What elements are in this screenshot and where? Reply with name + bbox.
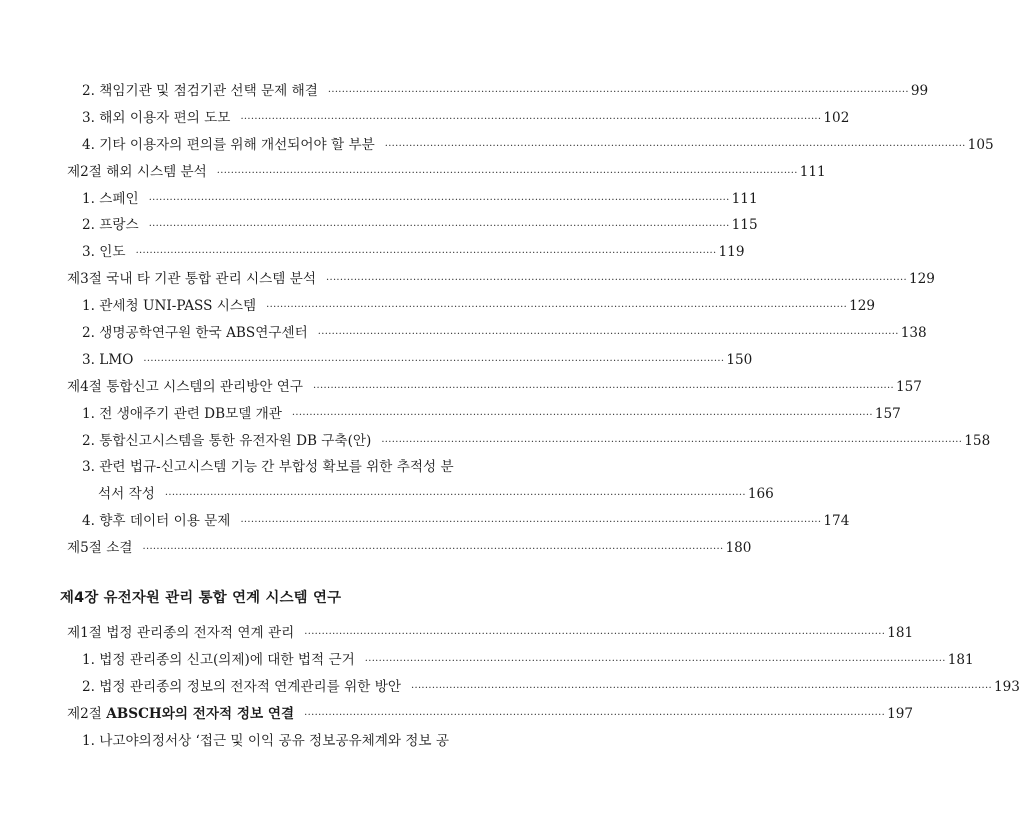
toc-page-number: 105: [967, 136, 994, 153]
toc-page-number: 150: [726, 351, 753, 368]
toc-entry-title: 1. 관세청 UNI-PASS 시스템: [82, 298, 257, 315]
leader-dots: ·······································································································································································: [135, 248, 717, 260]
toc-entry-title: 석서 작성: [98, 486, 155, 503]
leader-dots: ·······································································································································································: [410, 682, 992, 694]
toc-entry[interactable]: [0, 647, 974, 674]
toc-page-number: 129: [849, 298, 876, 315]
toc-page-number: 197: [887, 705, 914, 722]
leader-dots: ·······································································································································································: [148, 194, 730, 206]
toc-entry[interactable]: [0, 508, 850, 535]
toc-entry[interactable]: [0, 132, 994, 159]
toc-entry-title: 2. 프랑스: [82, 217, 139, 234]
toc-section-title: [67, 701, 294, 728]
toc-entry-continuation[interactable]: [0, 481, 774, 508]
toc-entry-title: 4. 기타 이용자의 편의를 위해 개선되어야 할 부분: [82, 136, 375, 153]
toc-page-number: 181: [887, 625, 914, 642]
section-prefix: 제2절: [67, 705, 102, 722]
toc-entry-title: 3. 인도: [82, 244, 126, 261]
toc-entry-title: 4. 향후 데이터 이용 문제: [82, 513, 231, 530]
leader-dots: ·······································································································································································: [266, 302, 848, 314]
leader-dots: ·······································································································································································: [381, 436, 963, 448]
toc-section-title: 제1절 법정 관리종의 전자적 연계 관리: [67, 625, 295, 642]
toc-page-number: 115: [731, 217, 758, 234]
toc-entry-title: 1. 법정 관리종의 신고(의제)에 대한 법적 근거: [82, 651, 355, 668]
toc-page-number: 111: [731, 190, 758, 207]
toc-entry-title: 3. 관련 법규-신고시스템 기능 간 부합성 확보를 위한 추적성 분: [82, 459, 454, 476]
leader-dots: ·······································································································································································: [313, 382, 894, 394]
leader-dots: ·······································································································································································: [364, 655, 946, 667]
toc-page-number: 138: [900, 325, 927, 342]
toc-section-entry[interactable]: [0, 535, 752, 562]
leader-dots: ·······································································································································································: [384, 140, 966, 152]
toc-entry-title: 2. 생명공학연구원 한국 ABS연구센터: [82, 325, 308, 342]
toc-entry-title: 1. 나고야의정서상 ‘접근 및 이익 공유 정보공유체계와 정보 공: [82, 732, 450, 749]
chapter-title: 제4장 유전자원 관리 통합 연계 시스템 연구: [60, 590, 342, 607]
leader-dots: ·······································································································································································: [142, 544, 724, 556]
toc-entry-title: 3. 해외 이용자 편의 도모: [82, 109, 231, 126]
toc-entry-title: 2. 법정 관리종의 정보의 전자적 연계관리를 위한 방안: [82, 678, 401, 695]
leader-dots: ·······································································································································································: [327, 87, 909, 98]
toc-section-entry[interactable]: [0, 374, 922, 401]
toc-page-number: 157: [896, 378, 922, 395]
toc-entry[interactable]: [0, 186, 758, 213]
leader-dots: ·······································································································································································: [216, 167, 798, 179]
toc-entry[interactable]: [0, 428, 991, 455]
toc-page-number: 102: [823, 109, 850, 126]
leader-dots: ·······································································································································································: [143, 355, 725, 367]
toc-page-number: 157: [874, 405, 901, 422]
toc-entry[interactable]: [0, 105, 850, 132]
toc-page-number: 180: [725, 540, 752, 557]
toc-page-number: 181: [947, 651, 974, 668]
toc-section-entry[interactable]: [0, 266, 935, 293]
toc-section-entry[interactable]: [0, 159, 826, 186]
table-of-contents: [0, 78, 1020, 754]
toc-chapter-heading[interactable]: [0, 580, 587, 620]
toc-page-number: 158: [964, 432, 991, 449]
toc-entry[interactable]: [0, 401, 901, 428]
toc-entry-title: 1. 전 생애주기 관련 DB모델 개관: [82, 405, 282, 422]
toc-page-number: 99: [910, 83, 929, 99]
toc-section-title: 제5절 소결: [67, 540, 133, 557]
toc-section-entry[interactable]: [0, 620, 914, 647]
toc-entry[interactable]: [0, 674, 1020, 701]
toc-entry-title: 1. 스페인: [82, 190, 139, 207]
toc-entry[interactable]: [0, 293, 876, 320]
leader-dots: ·······································································································································································: [240, 113, 822, 125]
toc-page-number: 111: [799, 163, 826, 180]
toc-page-number: 129: [908, 271, 935, 288]
leader-dots: ·······································································································································································: [148, 221, 730, 233]
toc-entry[interactable]: [0, 320, 927, 347]
toc-page-number: 174: [823, 513, 850, 530]
toc-section-entry[interactable]: [0, 701, 914, 728]
leader-dots: ·······································································································································································: [240, 517, 822, 529]
leader-dots: ·······································································································································································: [304, 709, 886, 721]
leader-dots: ·······································································································································································: [317, 329, 899, 341]
leader-dots: ·······································································································································································: [291, 409, 873, 421]
toc-section-title: 제4절 통합신고 시스템의 관리방안 연구: [67, 378, 304, 395]
toc-page-number: 166: [747, 486, 774, 503]
toc-entry[interactable]: [0, 347, 753, 374]
toc-entry-title: 3. LMO: [82, 351, 134, 368]
toc-entry[interactable]: [0, 78, 929, 105]
leader-dots: ·······································································································································································: [164, 490, 746, 502]
toc-entry[interactable]: [0, 239, 745, 266]
toc-entry-wrapped[interactable]: [0, 454, 587, 481]
section-title-bold: ABSCH와의 전자적 정보 연결: [106, 705, 295, 722]
toc-page-number: 119: [718, 244, 745, 261]
toc-entry-title: 2. 책임기관 및 점검기관 선택 문제 해결: [82, 83, 318, 99]
toc-entry[interactable]: [0, 212, 758, 239]
toc-entry-title: 2. 통합신고시스템을 통한 유전자원 DB 구축(안): [82, 432, 372, 449]
toc-entry-wrapped[interactable]: [0, 728, 587, 755]
leader-dots: ·······································································································································································: [304, 629, 886, 641]
leader-dots: ·······································································································································································: [326, 275, 907, 287]
toc-section-title: 제2절 해외 시스템 분석: [67, 163, 207, 180]
toc-page-number: 193: [993, 678, 1020, 695]
toc-section-title: 제3절 국내 타 기관 통합 관리 시스템 분석: [67, 271, 316, 288]
